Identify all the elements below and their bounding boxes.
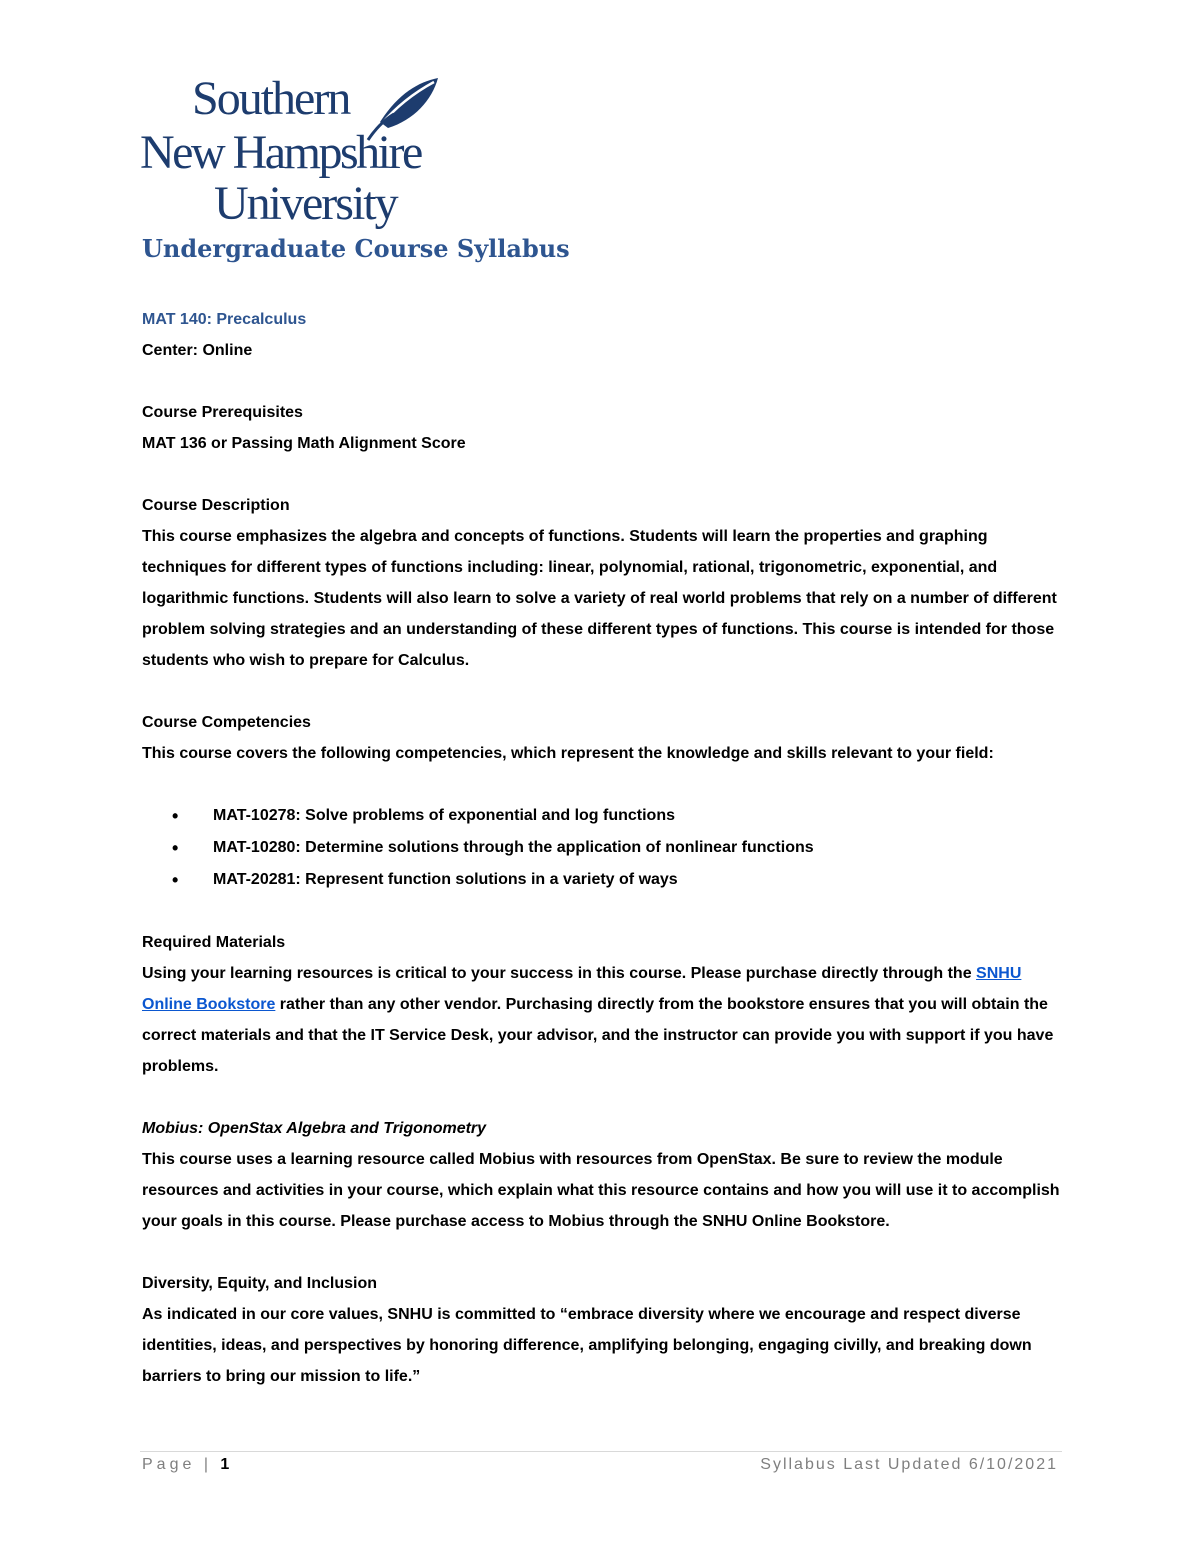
snhu-logo [136, 64, 456, 229]
materials-text-after: rather than any other vendor. Purchasing directly from the bookstore ensures that you will obtain the correct materials and that the IT Service Desk, your advisor, and the instructor can provide you with support if you have problems. [142, 996, 1054, 1075]
syllabus-content [142, 232, 1062, 1392]
prerequisites-text: MAT 136 or Passing Math Alignment Score [142, 435, 466, 452]
prerequisites-heading: Course Prerequisites [142, 404, 303, 421]
last-updated: Syllabus Last Updated 6/10/2021 [760, 1456, 1058, 1473]
materials-text-before: Using your learning resources is critical to your success in this course. Please purchase directly through the [142, 965, 977, 982]
list-item: • MAT-10278: Solve problems of exponential and log functions [172, 800, 1062, 832]
competencies-list [142, 800, 1062, 896]
materials-text [142, 958, 1062, 1082]
logo-line-2: New Hampshire [140, 126, 421, 179]
dei-text: As indicated in our core values, SNHU is committed to “embrace diversity where we encourage and respect diverse identities, ideas, and perspectives by honoring difference, amplifying belonging, engaging civilly, and breaking down barriers to bring our mission to life.” [142, 1306, 1032, 1385]
page-number [142, 1456, 233, 1474]
competencies-heading: Course Competencies [142, 714, 311, 731]
footer-divider [140, 1451, 1062, 1452]
mobius-text: This course uses a learning resource called Mobius with resources from OpenStax. Be sure to review the module resources and activities in your course, which explain what this resource contains and how you will use it to accomplish your goals in this course. Please purchase access to Mobius through the SNHU Online Bookstore. [142, 1151, 1060, 1230]
page-label: Page | [142, 1456, 221, 1473]
materials-heading: Required Materials [142, 934, 286, 951]
list-item: • MAT-10280: Determine solutions through the application of nonlinear functions [172, 832, 1062, 864]
mobius-heading: Mobius: OpenStax Algebra and Trigonometry [142, 1120, 487, 1137]
logo-line-1: Southern [192, 72, 350, 125]
page-title: Undergraduate Course Syllabus [142, 234, 570, 263]
description-heading: Course Description [142, 497, 290, 514]
course-center: Center: Online [142, 342, 253, 359]
logo-line-3: University [214, 177, 397, 229]
description-text: This course emphasizes the algebra and concepts of functions. Students will learn the properties and graphing techniques for different types of functions including: linear, polynomial, rational, trigonometric, exponential, and logarithmic functions. Students will also learn to solve a variety of real world problems that rely on a number of different problem solving strategies and an understanding of these different types of functions. This course is intended for those students who wish to prepare for Calculus. [142, 528, 1057, 669]
dei-heading: Diversity, Equity, and Inclusion [142, 1275, 378, 1292]
course-code: MAT 140: Precalculus [142, 311, 307, 328]
list-item: • MAT-20281: Represent function solutions in a variety of ways [172, 864, 1062, 896]
bookstore-link[interactable]: SNHU Online Bookstore [142, 965, 1022, 1013]
page-number-value: 1 [220, 1456, 234, 1473]
competencies-intro: This course covers the following competencies, which represent the knowledge and skills relevant to your field: [142, 745, 994, 762]
